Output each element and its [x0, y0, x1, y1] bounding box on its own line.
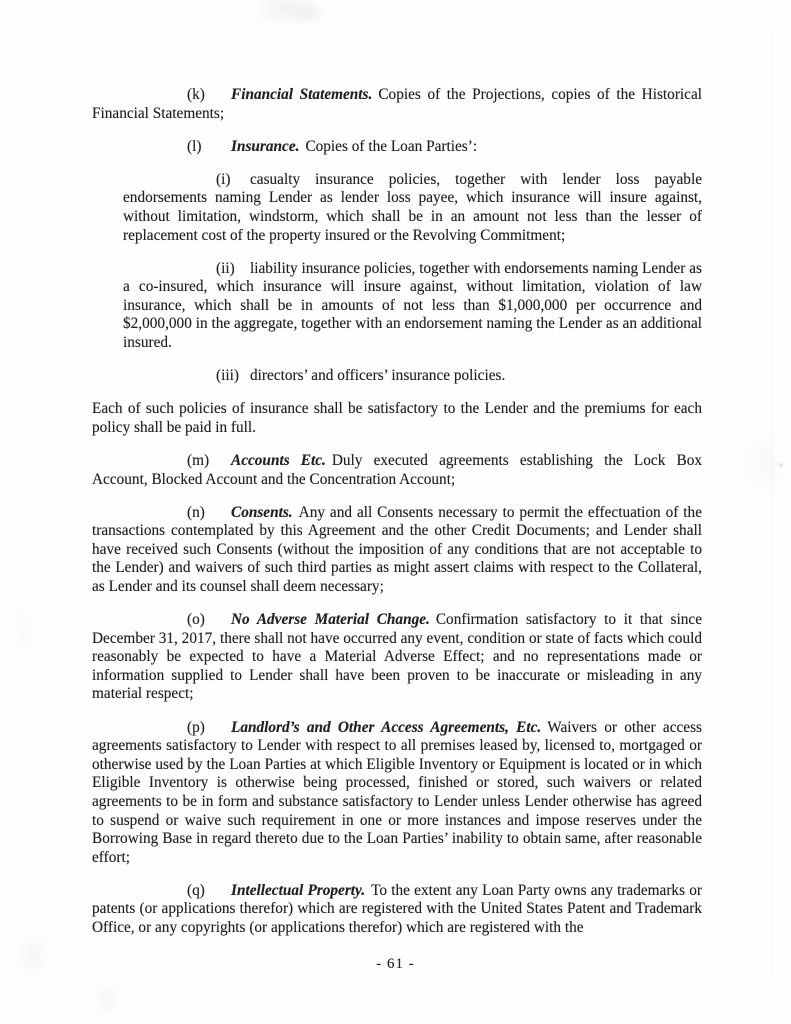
subparagraph-iii [123, 367, 702, 386]
subparagraph-i [123, 171, 702, 245]
scan-smudge-top-2 [292, 4, 326, 26]
paragraph-p-body: Waivers or other access agreements satisfactory to Lender with respect to all premises leased by, licensed to, mortgaged or otherwise used by the Loan Parties at which Eligible Inventory or Equipment is located or in which Eligible Inventory is otherwise being processed, finished or stored, such waivers or related agreements to be in form and substance satisfactory to Lender unless Lender otherwise has agreed to suspend or waive such requirement in one or more instances and impose reserves under the Borrowing Base in regard thereto due to the Loan Parties’ inability to obtain same, after reasonable effort; [92, 718, 702, 866]
paragraph-l-body: Copies of the Loan Parties’: [305, 137, 478, 155]
paragraph-q-label: (q) [187, 881, 205, 899]
paragraph-m [92, 452, 702, 489]
scan-blotch-right [740, 430, 786, 500]
scan-smudge-left-mid [14, 600, 36, 660]
paragraph-n-heading: Consents. [231, 503, 293, 521]
paragraph-insurance-closing [92, 400, 702, 437]
scan-speck [778, 462, 784, 468]
paragraph-o-body: Confirmation satisfactory to it that since December 31, 2017, there shall not have occurred any event, condition or state of facts which could reasonably be expected to have a Material Adverse Effect; and no representations made or information supplied to Lender shall have been proven to be inaccurate or misleading in any material respect; [92, 611, 702, 703]
subparagraph-ii-label: (ii) [216, 259, 235, 277]
paragraph-m-body: Duly executed agreements establishing the Lock Box Account, Blocked Account and the Concentration Account; [92, 451, 702, 488]
subparagraph-ii-body: liability insurance policies, together with endorsements naming Lender as a co-insured, which insurance will insure against, without limitation, violation of law insurance, which shall be in amounts of not less than $1,000,000 per occurrence and $2,000,000 in the aggregate, together with an endorsement naming the Lender as an additional insured. [123, 259, 702, 352]
subparagraph-ii [123, 260, 702, 353]
paragraph-p-heading: Landlord’s and Other Access Agreements, Etc. [231, 718, 542, 736]
paragraph-insurance-closing-body: Each of such policies of insurance shall be satisfactory to the Lender and the premiums for each policy shall be paid in full. [92, 400, 702, 436]
paragraph-n [92, 504, 702, 597]
paragraph-q-body: To the extent any Loan Party owns any trademarks or patents (or applications therefor) which are registered with the United States Patent and Trademark Office, or any copyrights (or applications therefor) which are registered with the [92, 881, 702, 936]
paragraph-o-label: (o) [187, 611, 205, 629]
paragraph-q [92, 882, 702, 938]
scan-smudge-bottom-left-2 [92, 982, 122, 1016]
paragraph-p [92, 719, 702, 868]
subparagraph-iii-label: (iii) [216, 367, 239, 385]
paragraph-o-heading: No Adverse Material Change. [231, 611, 430, 629]
paragraph-l [92, 138, 702, 157]
subparagraph-i-label: (i) [216, 170, 231, 188]
subparagraph-i-body: casualty insurance policies, together with lender loss payable endorsements naming Lender as lender loss payee, which insurance will insure against, without limitation, windstorm, which shall be in an amount not less than the lesser of replacement cost of the property insured or the Revolving Commitment; [123, 170, 702, 244]
scan-edge-line [771, 28, 772, 978]
document-content [92, 86, 702, 952]
paragraph-o [92, 611, 702, 704]
paragraph-n-body: Any and all Consents necessary to permit the effectuation of the transactions contemplated by this Agreement and the other Credit Documents; and Lender shall have received such Consents (without the imposition of any conditions that are not acceptable to the Lender) and waivers of such third parties as might assert claims with respect to the Collateral, as Lender and its counsel shall deem necessary; [92, 503, 702, 595]
paragraph-n-label: (n) [187, 503, 205, 521]
paragraph-k-heading: Financial Statements. [231, 86, 373, 103]
paragraph-m-heading: Accounts Etc. [231, 451, 326, 469]
paragraph-l-heading: Insurance. [231, 137, 300, 155]
paragraph-m-label: (m) [187, 451, 210, 469]
paragraph-q-heading: Intellectual Property. [231, 881, 366, 899]
paragraph-l-label: (l) [187, 137, 202, 155]
scan-smudge-top [248, 0, 328, 28]
paragraph-k-label: (k) [187, 86, 205, 103]
subparagraph-iii-body: directors’ and officers’ insurance policies. [250, 367, 506, 385]
paragraph-k-body: Copies of the Projections, copies of the Historical Financial Statements; [92, 86, 703, 122]
page-number: - 61 - [376, 956, 415, 972]
paragraph-k [92, 86, 702, 123]
paragraph-p-label: (p) [187, 718, 205, 736]
